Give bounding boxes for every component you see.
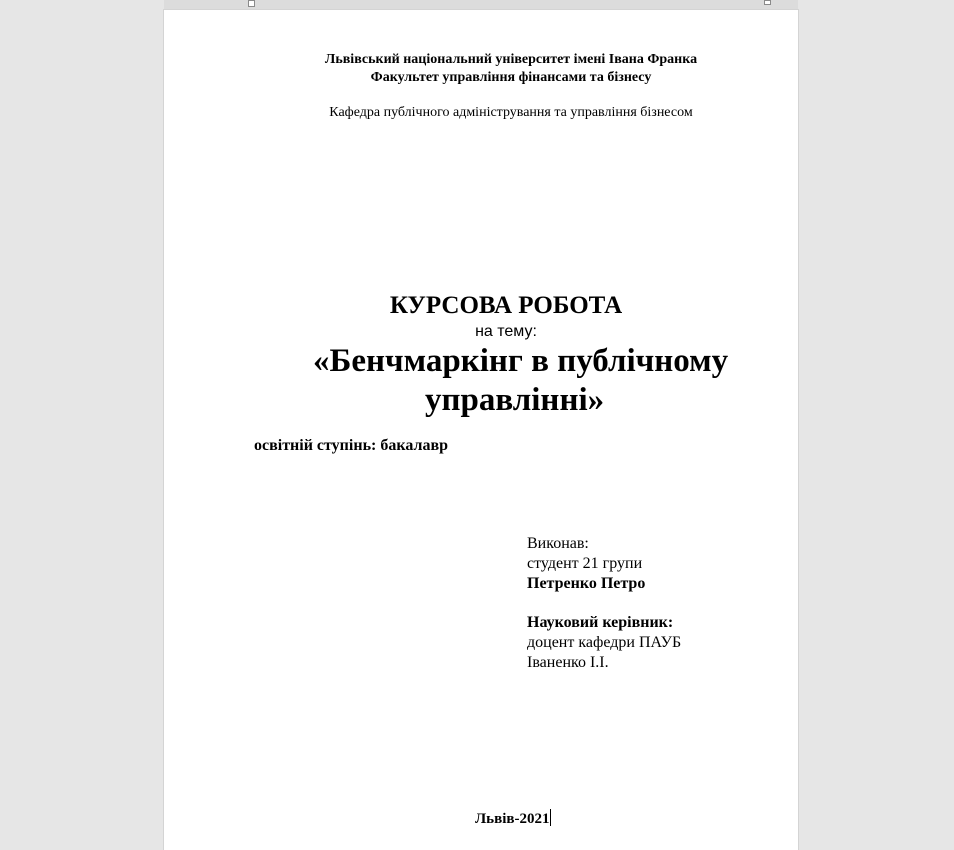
work-title-line-2: управлінні»: [425, 382, 605, 418]
degree-line: освітній ступінь: бакалавр: [254, 437, 448, 454]
author-name: Петренко Петро: [527, 575, 646, 592]
faculty-name: Факультет управління фінансами та бізнесу: [370, 70, 652, 85]
supervisor-position: доцент кафедри ПАУБ: [527, 634, 682, 651]
horizontal-ruler: [164, 0, 798, 10]
author-group: студент 21 групи: [527, 555, 643, 572]
document-page[interactable]: [164, 10, 798, 850]
supervisor-name: Іваненко І.І.: [527, 654, 609, 671]
department-name: Кафедра публічного адміністрування та управління бізнесом: [329, 105, 693, 120]
text-cursor: [550, 809, 551, 826]
work-title-line-1: «Бенчмаркінг в публічному: [313, 343, 729, 379]
left-indent-marker[interactable]: [248, 0, 255, 7]
theme-label: на тему:: [475, 323, 537, 340]
city-year-line: [475, 809, 551, 828]
university-name: Львівський національний університет імені Івана Франка: [324, 52, 698, 67]
author-supervisor-block: [527, 534, 681, 673]
right-indent-marker[interactable]: [764, 0, 771, 5]
done-label: Виконав:: [527, 535, 589, 552]
city-year: Львів-2021: [475, 811, 550, 827]
work-type-heading: КУРСОВА РОБОТА: [389, 292, 623, 319]
block-spacer: [527, 594, 681, 613]
supervisor-label: Науковий керівник:: [527, 614, 674, 631]
